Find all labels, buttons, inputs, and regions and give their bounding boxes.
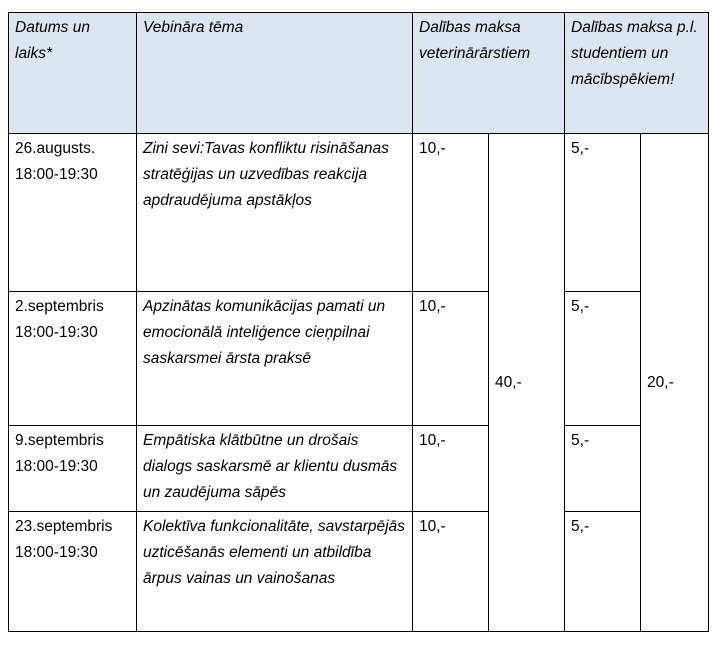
time-text: 18:00-19:30 xyxy=(15,544,98,561)
student-price-cell: 5,- xyxy=(565,512,641,632)
date-cell xyxy=(9,512,137,632)
header-vet-price: Dalības maksa veterinārārstiem xyxy=(413,13,565,134)
student-price-cell: 5,- xyxy=(565,134,641,292)
table-row xyxy=(9,512,709,632)
topic-cell: Kolektīva funkcionalitāte, savstarpējās uzticēšanās elementi un atbildība ārpus vainas un vainošanas xyxy=(137,512,413,632)
time-text: 18:00-19:30 xyxy=(15,458,98,475)
date-text: 2.septembris xyxy=(15,298,104,315)
webinar-schedule-table xyxy=(8,12,709,632)
vet-price-cell: 10,- xyxy=(413,426,489,512)
date-cell xyxy=(9,292,137,426)
vet-total-cell: 40,- xyxy=(489,134,565,632)
table-row xyxy=(9,426,709,512)
header-student-price: Dalības maksa p.l. studentiem un mācībspēkiem! xyxy=(565,13,709,134)
date-cell xyxy=(9,426,137,512)
date-text: 23.septembris xyxy=(15,518,113,535)
date-text: 9.septembris xyxy=(15,432,104,449)
vet-price-cell: 10,- xyxy=(413,134,489,292)
header-row xyxy=(9,13,709,134)
table-row xyxy=(9,292,709,426)
student-price-cell: 5,- xyxy=(565,292,641,426)
topic-cell: Zini sevi:Tavas konfliktu risināšanas stratēģijas un uzvedības reakcija apdraudējuma apstākļos xyxy=(137,134,413,292)
date-text: 26.augusts. xyxy=(15,140,96,157)
topic-cell: Apzinātas komunikācijas pamati un emocionālā inteliģence cieņpilnai saskarsmei ārsta praksē xyxy=(137,292,413,426)
table-row xyxy=(9,134,709,292)
header-date: Datums un laiks* xyxy=(9,13,137,134)
time-text: 18:00-19:30 xyxy=(15,324,98,341)
date-cell xyxy=(9,134,137,292)
vet-price-cell: 10,- xyxy=(413,292,489,426)
topic-cell: Empātiska klātbūtne un drošais dialogs saskarsmē ar klientu dusmās un zaudējuma sāpēs xyxy=(137,426,413,512)
time-text: 18:00-19:30 xyxy=(15,166,98,183)
student-price-cell: 5,- xyxy=(565,426,641,512)
student-total-cell: 20,- xyxy=(641,134,709,632)
header-topic: Vebināra tēma xyxy=(137,13,413,134)
vet-price-cell: 10,- xyxy=(413,512,489,632)
